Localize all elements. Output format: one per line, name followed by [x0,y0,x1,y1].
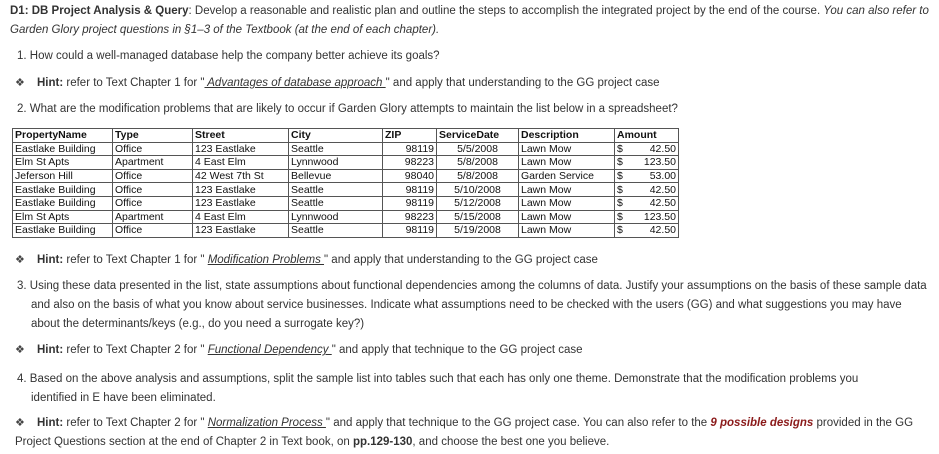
table-row [13,156,679,170]
question-3 [17,277,929,334]
intro-text: : Develop a reasonable and realistic plan and outline the steps to accomplish the integrated project by the end of the course. [188,5,824,17]
hint-text: refer to Text Chapter 1 for " [63,254,208,266]
table-cell: 4 East Elm [193,156,289,170]
amount-cell [615,183,679,197]
diamond-bullet-icon: ❖ [15,77,25,89]
functional-dependency-link[interactable]: Functional Dependency [207,344,332,356]
table-cell: 5/12/2008 [437,196,519,210]
hint-text: refer to Text Chapter 2 for " [63,417,208,429]
table-cell: 98040 [383,169,437,183]
table-cell: Lawn Mow [519,183,615,197]
currency-symbol: $ [617,156,623,169]
table-cell: 5/5/2008 [437,142,519,156]
normalization-process-link[interactable]: Normalization Process [207,417,326,429]
amount-cell [615,142,679,156]
amount-value: 123.50 [643,156,676,169]
advantages-link[interactable]: Advantages of database approach [204,77,386,89]
table-cell: Eastlake Building [13,224,113,238]
currency-symbol: $ [617,142,623,155]
table-cell: 123 Eastlake [193,183,289,197]
table-row [13,224,679,238]
table-cell: 5/10/2008 [437,183,519,197]
amount-cell [615,224,679,238]
hint-text: " and apply that understanding to the GG project case [385,77,660,89]
table-cell: Apartment [113,156,193,170]
pages-text: pp.129-130 [352,436,413,448]
table-cell: Bellevue [289,169,383,183]
currency-symbol: $ [617,197,623,210]
table-row [13,183,679,197]
hint-label: Hint: [37,77,64,89]
amount-value: 42.50 [649,142,676,155]
modification-problems-link[interactable]: Modification Problems [207,254,325,266]
currency-symbol: $ [617,183,623,196]
hint-text: " and apply that technique to the GG project case. You can also refer to the [325,417,711,429]
intro-italic: You can also refer to Garden Glory project questions in §1–3 of the Textbook (at the end of each chapter). [10,5,929,36]
diamond-bullet-icon: ❖ [15,254,25,266]
currency-symbol: $ [617,224,623,237]
hint-4 [15,414,930,452]
table-cell: Lynnwood [289,156,383,170]
spreadsheet-table [12,128,679,238]
table-cell: Lawn Mow [519,196,615,210]
column-header: Type [113,129,193,143]
table-cell: 98119 [383,196,437,210]
question-3-text: 3. Using these data presented in the list, state assumptions about functional dependencies among the columns of data. Justify your assumptions on the basis of these sample data and also on the basis of what you know about service businesses. Indicate what assumptions need to be checked with the users (GG) and what suggestions you may have about the determinants/keys (e.g., do you need a surrogate key?) [17,280,927,330]
table-cell: 4 East Elm [193,210,289,224]
column-header: Amount [615,129,679,143]
amount-value: 42.50 [649,183,676,196]
table-cell: Seattle [289,142,383,156]
hint-1 [15,76,660,89]
table-cell: Jeferson Hill [13,169,113,183]
amount-cell [615,156,679,170]
column-header: ServiceDate [437,129,519,143]
column-header: Street [193,129,289,143]
table-cell: 123 Eastlake [193,224,289,238]
table-cell: Eastlake Building [13,196,113,210]
amount-value: 53.00 [649,170,676,183]
column-header: PropertyName [13,129,113,143]
table-cell: Apartment [113,210,193,224]
table-cell: Elm St Apts [13,156,113,170]
table-cell: Lawn Mow [519,224,615,238]
hint-2 [15,253,598,266]
table-cell: 5/8/2008 [437,156,519,170]
table-cell: Seattle [289,183,383,197]
amount-cell [615,210,679,224]
hint-text: refer to Text Chapter 1 for " [63,77,205,89]
hint-label: Hint: [37,417,64,429]
table-cell: Office [113,224,193,238]
table-cell: Eastlake Building [13,142,113,156]
table-cell: 98223 [383,210,437,224]
table-cell: 5/15/2008 [437,210,519,224]
column-header: City [289,129,383,143]
diamond-bullet-icon: ❖ [15,417,25,429]
hint-text: refer to Text Chapter 2 for " [63,344,208,356]
hint-text: " and apply that technique to the GG project case [331,344,583,356]
column-header: ZIP [383,129,437,143]
table-cell: 123 Eastlake [193,142,289,156]
table-cell: Lawn Mow [519,210,615,224]
intro-label: D1: DB Project Analysis & Query [10,5,189,17]
table-row [13,142,679,156]
table-cell: 98119 [383,224,437,238]
table-cell: 5/19/2008 [437,224,519,238]
table-cell: 5/8/2008 [437,169,519,183]
table-cell: Garden Service [519,169,615,183]
question-2: 2. What are the modification problems that are likely to occur if Garden Glory attempts to maintain the list below in a spreadsheet? [17,103,678,115]
table-cell: 98119 [383,142,437,156]
hint-3 [15,343,583,356]
hint-label: Hint: [37,344,64,356]
amount-value: 42.50 [649,197,676,210]
table-cell: 98119 [383,183,437,197]
table-cell: Lawn Mow [519,156,615,170]
amount-value: 123.50 [643,210,676,223]
currency-symbol: $ [617,170,623,183]
table-header-row [13,129,679,143]
table-row [13,210,679,224]
question-4 [17,370,897,408]
table-cell: Office [113,142,193,156]
hint-text: provided in the GG Project Questions section at the end of Chapter 2 in Text book, on [15,417,914,448]
intro-paragraph [10,2,935,40]
table-cell: Eastlake Building [13,183,113,197]
hint-text: , and choose the best one you believe. [412,436,610,448]
hint-label: Hint: [37,254,64,266]
amount-value: 42.50 [649,224,676,237]
table-cell: Lawn Mow [519,142,615,156]
table-cell: Office [113,169,193,183]
table-row [13,169,679,183]
amount-cell [615,196,679,210]
table-cell: Seattle [289,224,383,238]
table-cell: 98223 [383,156,437,170]
hint-text: " and apply that understanding to the GG project case [324,254,598,266]
possible-designs-text: 9 possible designs [710,417,814,429]
table-cell: Lynnwood [289,210,383,224]
question-1: 1. How could a well-managed database help the company better achieve its goals? [17,50,440,62]
table-cell: 42 West 7th St [193,169,289,183]
table-cell: 123 Eastlake [193,196,289,210]
table-cell: Office [113,183,193,197]
table-row [13,196,679,210]
amount-cell [615,169,679,183]
currency-symbol: $ [617,210,623,223]
table-cell: Seattle [289,196,383,210]
table-cell: Office [113,196,193,210]
column-header: Description [519,129,615,143]
diamond-bullet-icon: ❖ [15,344,25,356]
table-cell: Elm St Apts [13,210,113,224]
question-4-text: 4. Based on the above analysis and assumptions, split the sample list into tables such that each has only one theme. Demonstrate that the modification problems you identified in E have been eliminated. [17,373,859,404]
